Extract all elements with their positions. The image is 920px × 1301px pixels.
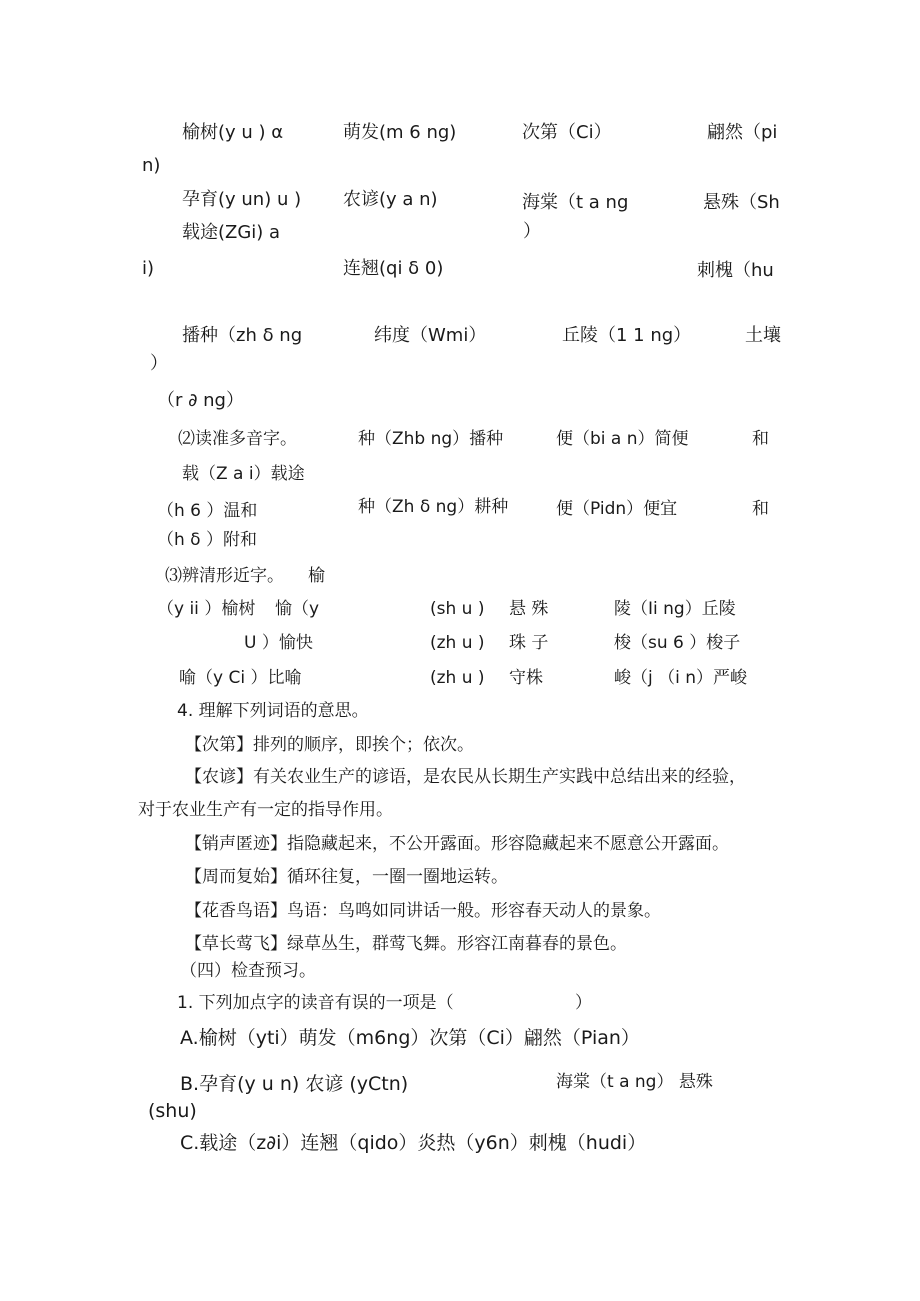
vocab-qiuling: 丘陵（1 1 ng） bbox=[562, 325, 692, 346]
polyphone-zhong-1: 种（Zhb ng）播种 bbox=[358, 429, 504, 449]
meaning-huaxiang: 【花香鸟语】鸟语：鸟鸣如同讲话一般。形容春天动人的景象。 bbox=[185, 901, 661, 921]
vocab-haitang-close: ） bbox=[523, 221, 541, 242]
vocab-turang-cont: （r ∂ ng） bbox=[157, 390, 244, 411]
option-b-cont: 海棠（t a ng） 悬殊 bbox=[556, 1072, 713, 1092]
polyphone-zhong-2: 种（Zh δ ng）耕种 bbox=[358, 497, 509, 517]
vocab-turang: 土壤 bbox=[745, 325, 781, 346]
vocab-nongyan: 农谚(y a n) bbox=[343, 189, 438, 210]
shape-shouzhu: 守株 bbox=[509, 668, 543, 688]
meaning-xiaosheng: 【销声匿迹】指隐藏起来，不公开露面。形容隐藏起来不愿意公开露面。 bbox=[185, 834, 729, 854]
vocab-pianran: 翩然（pi bbox=[707, 122, 778, 143]
vocab-turang-close: ） bbox=[150, 353, 168, 374]
polyphone-he-b: （h δ ）附和 bbox=[157, 530, 257, 550]
shape-qiuling: 陵（Ii ng）丘陵 bbox=[614, 599, 736, 619]
polyphone-he-1: 和 bbox=[752, 429, 769, 449]
check-question-1: 1. 下列加点字的读音有误的一项是（ bbox=[177, 993, 454, 1013]
shape-zhuzi: 珠 子 bbox=[509, 633, 549, 653]
vocab-weidu: 纬度（Wmi） bbox=[374, 325, 487, 346]
shape-yukuai: U ）愉快 bbox=[244, 633, 313, 653]
vocab-cihuai: 刺槐（hu bbox=[697, 260, 774, 281]
vocab-cidi: 次第（Ci） bbox=[522, 122, 612, 143]
shape-shu-pinyin: (sh u ) bbox=[430, 599, 485, 619]
polyphone-bian-1: 便（bi a n）简便 bbox=[556, 429, 689, 449]
vocab-pianran-cont: n) bbox=[142, 155, 161, 176]
vocab-yunyu: 孕育(y un) u ) bbox=[182, 189, 302, 210]
vocab-yushu: 榆树(y u ) α bbox=[182, 122, 284, 143]
polyphone-he-a: （h 6 ）温和 bbox=[157, 501, 258, 521]
option-b: B.孕育(y u n) 农谚 (yCtn) bbox=[180, 1073, 409, 1095]
shape-yushu: （y ii ）榆树 bbox=[157, 599, 256, 619]
shape-yanjun: 峻（j （i n）严峻 bbox=[614, 668, 748, 688]
vocab-bozhong: 播种（zh δ ng bbox=[182, 325, 303, 346]
meanings-heading: 4. 理解下列词语的意思。 bbox=[177, 701, 369, 721]
vocab-xuanshu: 悬殊（Sh bbox=[703, 192, 780, 213]
meaning-cidi: 【次第】排列的顺序，即挨个；依次。 bbox=[185, 735, 474, 755]
meaning-nongyan-cont: 对于农业生产有一定的指导作用。 bbox=[138, 800, 393, 820]
shape-yu-char: 榆 bbox=[308, 566, 325, 586]
check-question-1-close: ） bbox=[575, 993, 592, 1013]
vocab-haitang: 海棠（t a ng bbox=[522, 192, 629, 213]
polyphone-he-2: 和 bbox=[752, 499, 769, 519]
check-heading: （四）检查预习。 bbox=[180, 961, 316, 981]
meaning-caozhang: 【草长莺飞】绿草丛生，群莺飞舞。形容江南暮春的景色。 bbox=[185, 934, 627, 954]
vocab-mengfa: 萌发(m 6 ng) bbox=[343, 122, 457, 143]
option-a: A.榆树（yti）萌发（m6ng）次第（Ci）翩然（Pian） bbox=[180, 1027, 640, 1049]
shape-xuanshu: 悬 殊 bbox=[509, 599, 549, 619]
shape-heading: ⑶辨清形近字。 bbox=[165, 566, 284, 586]
polyphone-heading: ⑵读准多音字。 bbox=[178, 429, 297, 449]
polyphone-zai: 载（Z a i）载途 bbox=[182, 464, 305, 484]
shape-zhu-pinyin-1: (zh u ) bbox=[430, 633, 485, 653]
meaning-zhouer: 【周而复始】循环往复，一圈一圈地运转。 bbox=[185, 867, 508, 887]
vocab-zaitu-cont: i) bbox=[142, 258, 155, 279]
shape-suozi: 梭（su 6 ）梭子 bbox=[614, 633, 741, 653]
shape-yu-kuai: 愉（y bbox=[275, 599, 320, 619]
option-b-shu: (shu) bbox=[148, 1100, 197, 1122]
option-c: C.载途（z∂i）连翘（qido）炎热（y6n）刺槐（hudi） bbox=[180, 1132, 647, 1154]
polyphone-bian-2: 便（Pidn）便宜 bbox=[556, 499, 678, 519]
shape-zhu-pinyin-2: (zh u ) bbox=[430, 668, 485, 688]
vocab-lianqiao: 连翘(qi δ 0) bbox=[343, 258, 444, 279]
shape-biyu: 喻（y Ci ）比喻 bbox=[179, 668, 302, 688]
meaning-nongyan: 【农谚】有关农业生产的谚语，是农民从长期生产实践中总结出来的经验， bbox=[185, 767, 746, 787]
vocab-zaitu: 载途(ZGi) a bbox=[182, 222, 281, 243]
